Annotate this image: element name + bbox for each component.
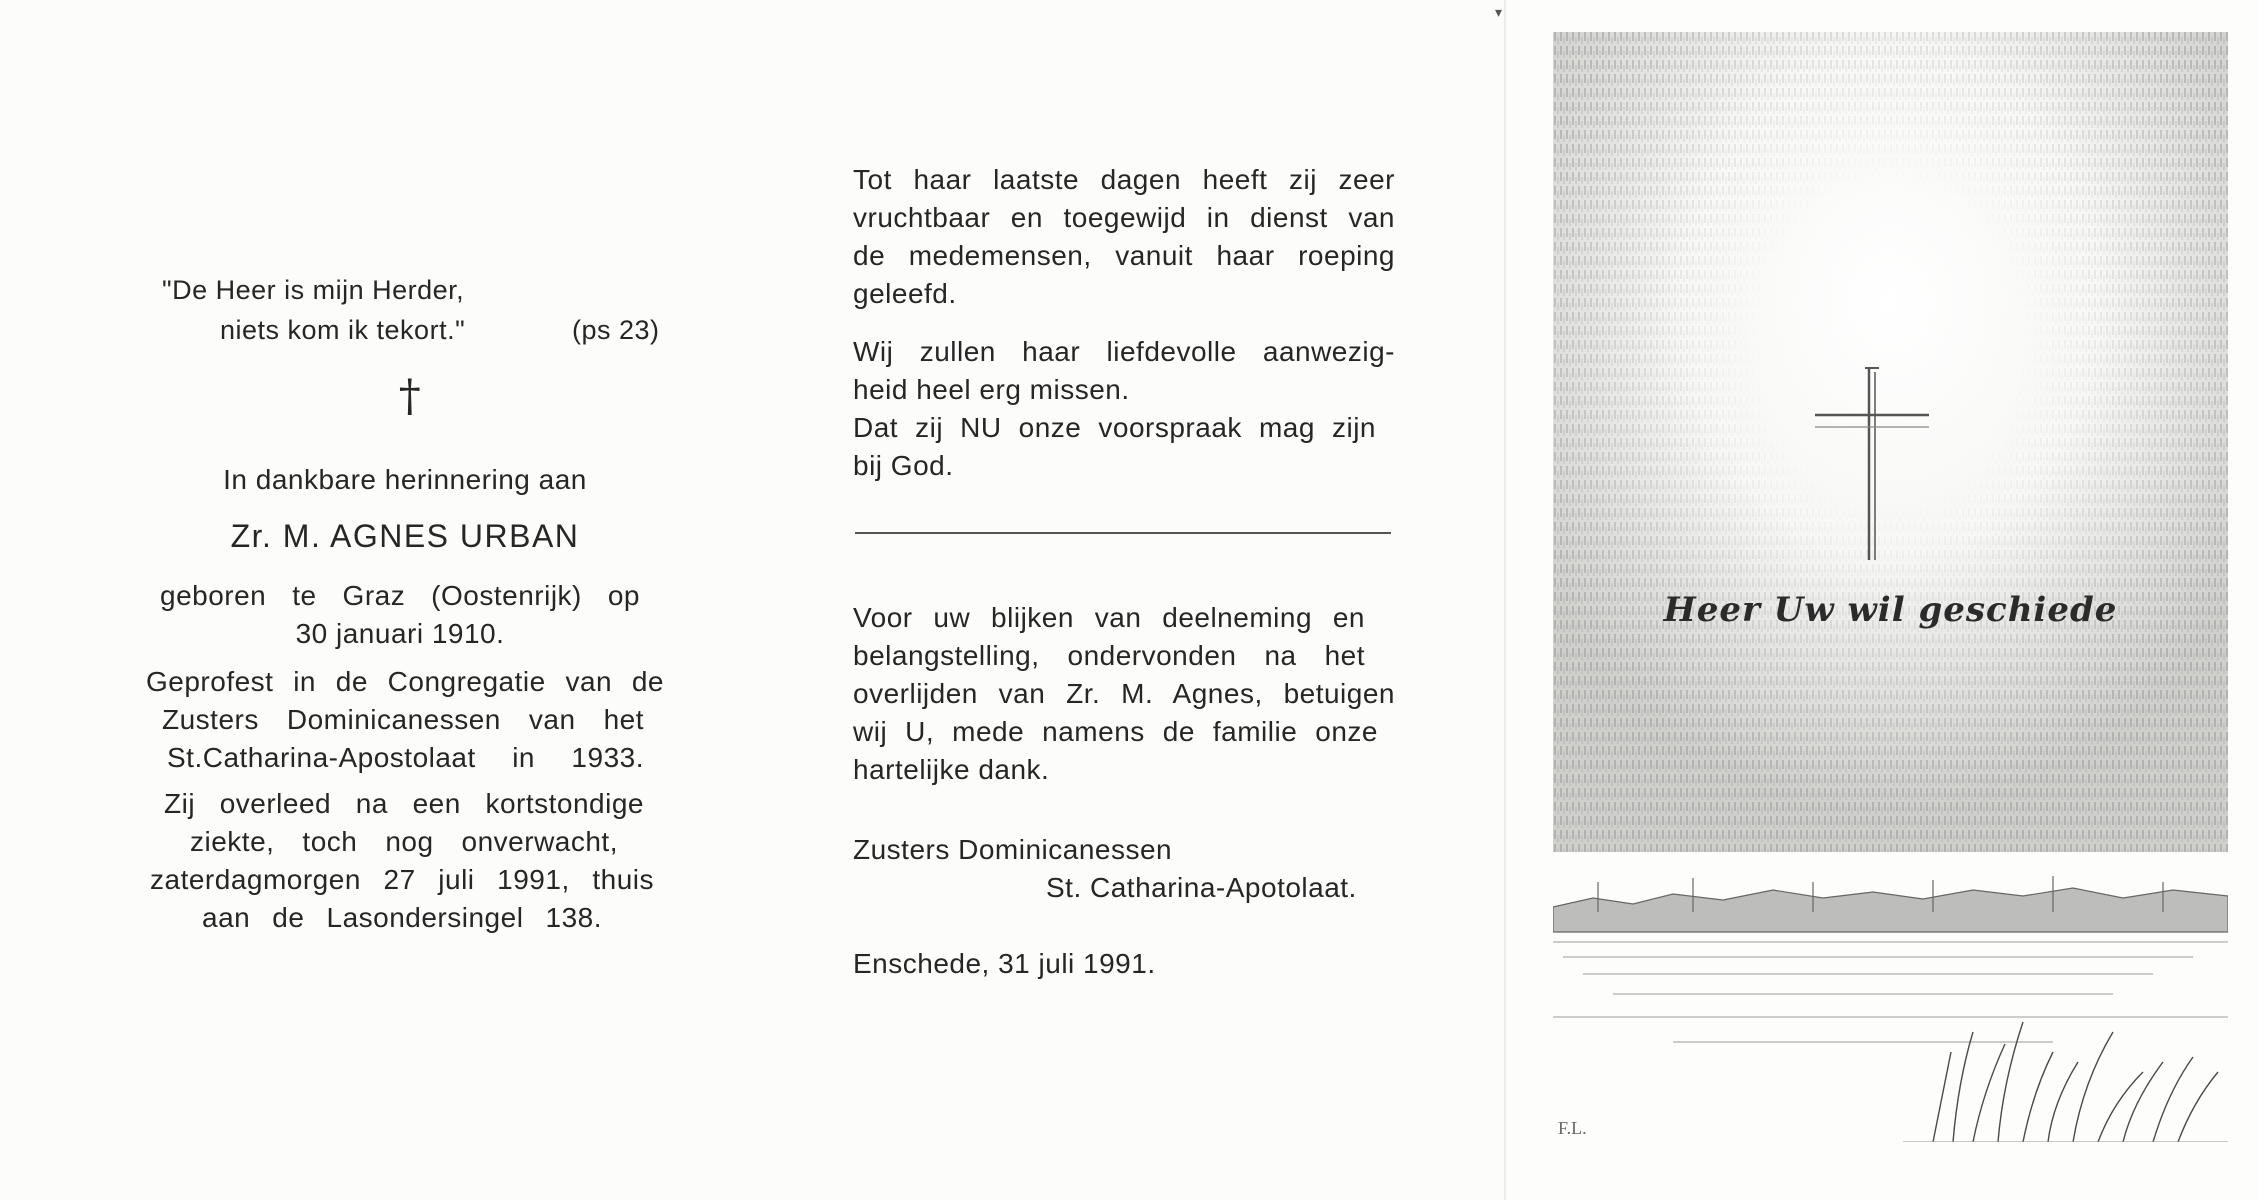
bio-line-3: Geprofest in de Congregatie van de	[146, 666, 664, 697]
cross-over-lake-illustration	[1553, 32, 2228, 1142]
separator-line	[855, 532, 1391, 534]
place-date: Enschede, 31 juli 1991.	[853, 948, 1156, 979]
picture-caption: Heer Uw wil geschiede	[1663, 590, 2118, 630]
bio-line-1: geboren te Graz (Oostenrijk) op	[160, 580, 640, 611]
paragraph-1-line-4: geleefd.	[853, 278, 957, 309]
paragraph-1-line-3: de medemensen, vanuit haar roeping	[853, 240, 1395, 271]
paragraph-2-line-3: Dat zij NU onze voorspraak mag zijn	[853, 412, 1376, 443]
lake-water-sketch	[1553, 942, 2228, 1042]
thanks-line-2: belangstelling, ondervonden na het	[853, 640, 1365, 671]
thanks-line-1: Voor uw blijken van deelneming en	[853, 602, 1365, 633]
thanks-line-5: hartelijke dank.	[853, 754, 1050, 785]
paragraph-1-line-1: Tot haar laatste dagen heeft zij zeer	[853, 164, 1395, 195]
treeline-sketch	[1553, 876, 2228, 932]
signature-line-2: St. Catharina-Apotolaat.	[1046, 872, 1357, 903]
thanks-line-4: wij U, mede namens de familie onze	[853, 716, 1378, 747]
paragraph-2-line-1: Wij zullen haar liefdevolle aanwezig-	[853, 336, 1395, 367]
card-fold-line	[1504, 0, 1506, 1200]
corner-mark: ▾	[1495, 4, 1503, 20]
bio-line-6: Zij overleed na een kortstondige	[164, 788, 644, 819]
reeds-sketch	[1903, 1022, 2228, 1142]
thanks-line-3: overlijden van Zr. M. Agnes, betuigen	[853, 678, 1395, 709]
cross-icon: †	[398, 371, 422, 422]
psalm-quote-line-2: niets kom ik tekort."	[220, 315, 466, 345]
remembrance-line: In dankbare herinnering aan	[223, 464, 587, 495]
psalm-quote-line-1: "De Heer is mijn Herder,	[162, 275, 465, 305]
paragraph-2-line-4: bij God.	[853, 450, 954, 481]
bio-line-9: aan de Lasondersingel 138.	[202, 902, 602, 933]
bio-line-8: zaterdagmorgen 27 juli 1991, thuis	[150, 864, 654, 895]
bio-line-7: ziekte, toch nog onverwacht,	[190, 826, 618, 857]
paragraph-2-line-2: heid heel erg missen.	[853, 374, 1130, 405]
paragraph-1-line-2: vruchtbaar en toegewijd in dienst van	[853, 202, 1395, 233]
bio-line-2: 30 januari 1910.	[295, 618, 505, 649]
signature-line-1: Zusters Dominicanessen	[853, 834, 1173, 865]
artist-initials: F.L.	[1558, 1118, 1587, 1138]
sky-shading	[1553, 32, 2228, 852]
deceased-name: Zr. M. AGNES URBAN	[230, 518, 580, 554]
bio-line-5: St.Catharina-Apostolaat in 1933.	[167, 742, 644, 773]
psalm-reference: (ps 23)	[572, 315, 660, 345]
bio-line-4: Zusters Dominicanessen van het	[162, 704, 644, 735]
